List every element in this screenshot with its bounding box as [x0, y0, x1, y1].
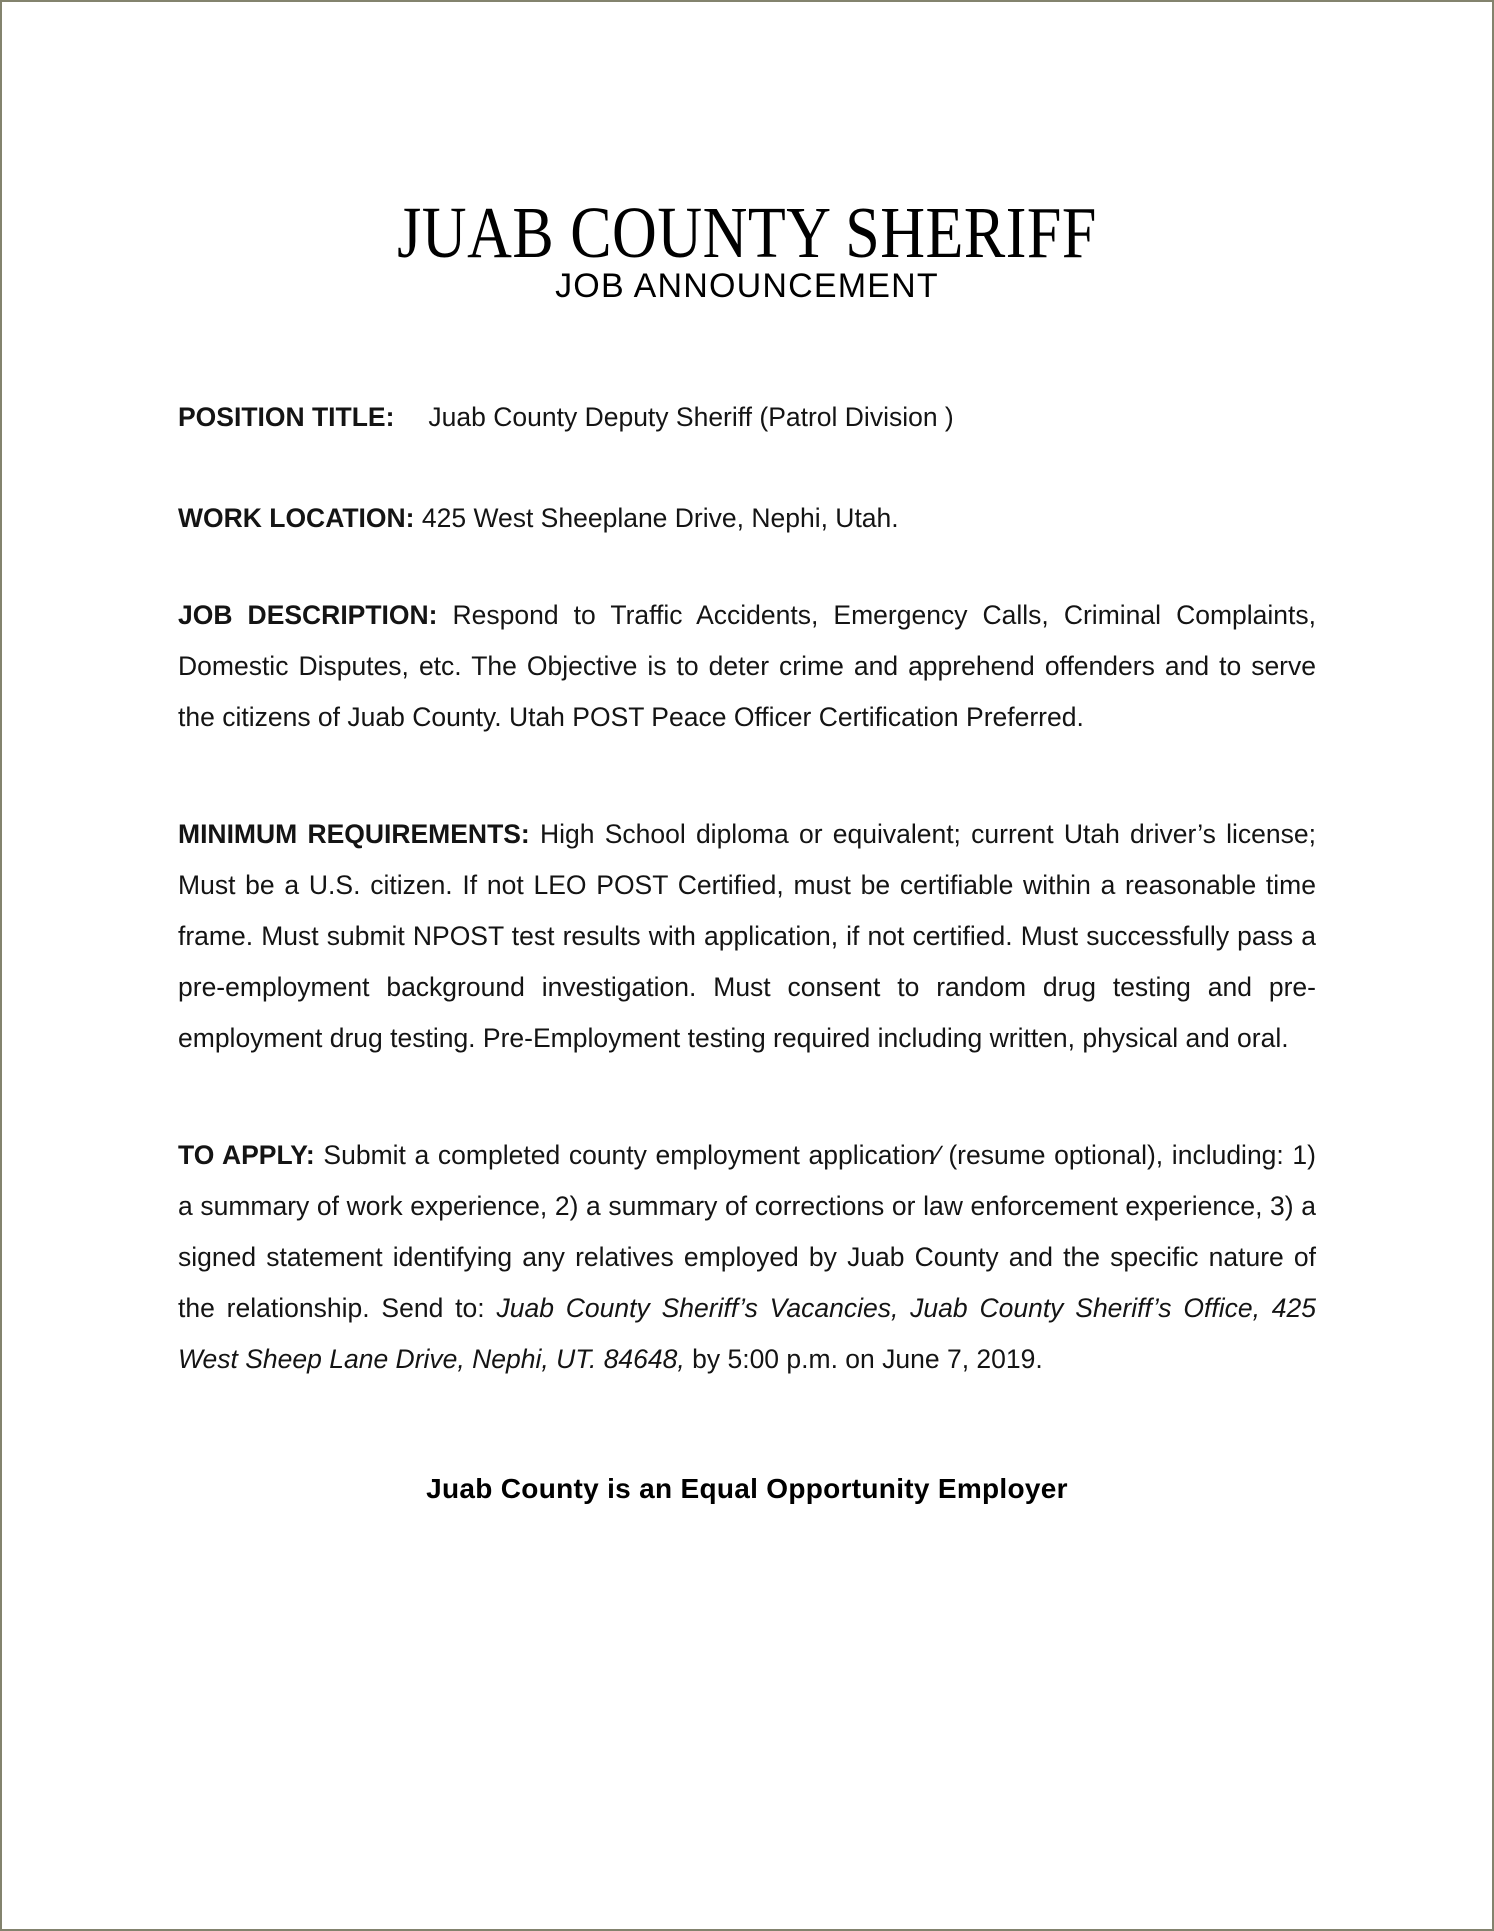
section-minimum-requirements — [178, 809, 1316, 1064]
job-description-label: JOB DESCRIPTION: — [178, 600, 438, 630]
position-title-value: Juab County Deputy Sheriff (Patrol Division ) — [428, 402, 954, 432]
section-job-description — [178, 590, 1316, 743]
to-apply-label: TO APPLY: — [178, 1140, 315, 1170]
to-apply-mailing-address: Juab County Sheriff’s Vacancies, Juab County Sheriff’s Office, 425 West Sheep Lane Drive, Nephi, UT. 84648, — [178, 1293, 1316, 1374]
section-to-apply — [178, 1130, 1316, 1385]
to-apply-deadline: by 5:00 p.m. on June 7, 2019. — [684, 1344, 1043, 1374]
job-description-value: Respond to Traffic Accidents, Emergency Calls, Criminal Complaints, Domestic Disputes, etc. The Objective is to deter crime and apprehend offenders and to serve the citizens of Juab County. Utah POST Peace Officer Certification Preferred. — [178, 600, 1317, 732]
section-work-location — [178, 493, 1316, 544]
page-subtitle: JOB ANNOUNCEMENT — [555, 267, 939, 305]
document-body — [2, 2, 1492, 1929]
to-apply-value-intro: Submit a completed county employment application∕ (resume optional), including: 1) a summary of work experience, 2) a summary of corrections or law enforcement experience, 3) a signed statement identifying any relatives employed by Juab County and the specific nature of the relationship. Send to: — [178, 1140, 1316, 1323]
equal-opportunity-statement: Juab County is an Equal Opportunity Employer — [426, 1473, 1068, 1504]
section-position-title — [178, 392, 1316, 443]
work-location-value: 425 West Sheeplane Drive, Nephi, Utah. — [414, 503, 899, 533]
document-content — [178, 306, 1316, 1505]
minimum-requirements-label: MINIMUM REQUIREMENTS: — [178, 819, 530, 849]
minimum-requirements-value: High School diploma or equivalent; current Utah driver’s license; Must be a U.S. citizen. If not LEO POST Certified, must be certifiable within a reasonable time frame. Must submit NPOST test results with application, if not certified. Must successfully pass a pre-employment background investigation. Must consent to random drug testing and pre-employment drug testing. Pre-Employment testing required including written, physical and oral. — [178, 819, 1317, 1053]
work-location-label: WORK LOCATION: — [178, 503, 415, 533]
page-title: JUAB COUNTY SHERIFF — [397, 193, 1097, 274]
position-title-label: POSITION TITLE: — [178, 402, 395, 432]
